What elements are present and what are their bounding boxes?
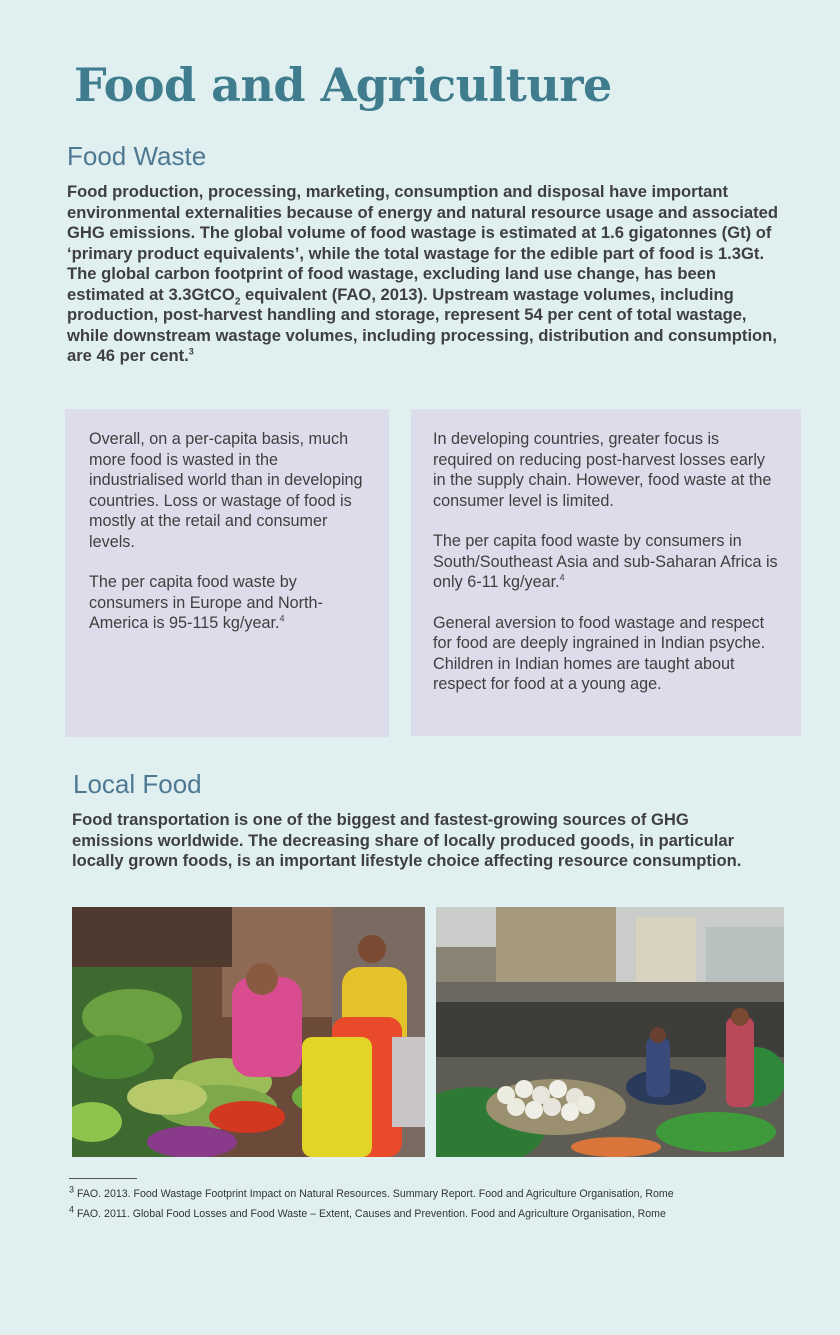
page-title: Food and Agriculture — [74, 58, 612, 112]
footnote-ref: 4 — [279, 613, 285, 624]
local-food-heading: Local Food — [73, 769, 202, 799]
box-right-paragraph-2-text: The per capita food waste by consumers in South/Southeast Asia and sub-Saharan Africa is only 6-11 kg/year. — [433, 532, 778, 591]
footnote-3 — [69, 1184, 674, 1200]
footnote-divider — [69, 1178, 137, 1179]
food-waste-intro-part1: Food production, processing, marketing, consumption and disposal have important environmental externalities because of energy and natural resource usage and associated GHG emissions. The global volume of food wastage is estimated at 1.6 gigatonnes (Gt) of ‘primary product equivalents’, while the total wastage for the edible part of food is 1.3Gt. The global carbon footprint of food wastage, excluding land use change, has been estimated at 3.3GtCO — [67, 182, 779, 304]
food-waste-heading: Food Waste — [67, 141, 207, 171]
local-food-intro: Food transportation is one of the biggest and fastest-growing sources of GHG emissions worldwide. The decreasing share of locally produced goods, in particular locally grown foods, is an important lifestyle choice affecting resource consumption. — [72, 810, 742, 870]
box-left-paragraph-2 — [89, 572, 365, 634]
market-vendors-photo — [72, 907, 425, 1157]
food-waste-intro — [67, 182, 779, 367]
box-left-paragraph-1: Overall, on a per-capita basis, much more food is wasted in the industrialised world than in developing countries. Loss or wastage of food is mostly at the retail and consumer levels. — [89, 430, 363, 551]
food-waste-intro-part2: equivalent (FAO, 2013). Upstream wastage volumes, including production, post-harvest handling and storage, represent 54 per cent of total wastage, while downstream wastage volumes, including processing, distribution and consumption, are 46 per cent. — [67, 284, 777, 365]
box-right-paragraph-2 — [433, 531, 779, 593]
footnote-ref: 4 — [559, 572, 565, 583]
industrialised-waste-box — [65, 409, 389, 737]
footnote-ref: 3 — [188, 346, 194, 357]
box-left-paragraph-2-text: The per capita food waste by consumers in Europe and North-America is 95-115 kg/year. — [89, 573, 323, 632]
footnote-3-text: FAO. 2013. Food Wastage Footprint Impact on Natural Resources. Summary Report. Food and Agriculture Organisation, Rome — [76, 1188, 674, 1200]
footnote-4-text: FAO. 2011. Global Food Losses and Food Waste – Extent, Causes and Prevention. Food and Agriculture Organisation, Rome — [76, 1208, 666, 1220]
footnote-4 — [69, 1204, 666, 1220]
box-right-paragraph-3: General aversion to food wastage and respect for food are deeply ingrained in Indian psyche. Children in Indian homes are taught about respect for food at a young age. — [433, 613, 766, 693]
footnote-4-number: 4 — [69, 1204, 75, 1215]
street-market-photo — [436, 907, 784, 1157]
developing-waste-box — [411, 409, 801, 736]
footnote-3-number: 3 — [69, 1184, 75, 1195]
box-right-paragraph-1: In developing countries, greater focus is required on reducing post-harvest losses early in the supply chain. However, food waste at the consumer level is limited. — [433, 430, 772, 510]
co2-subscript: 2 — [234, 295, 241, 307]
